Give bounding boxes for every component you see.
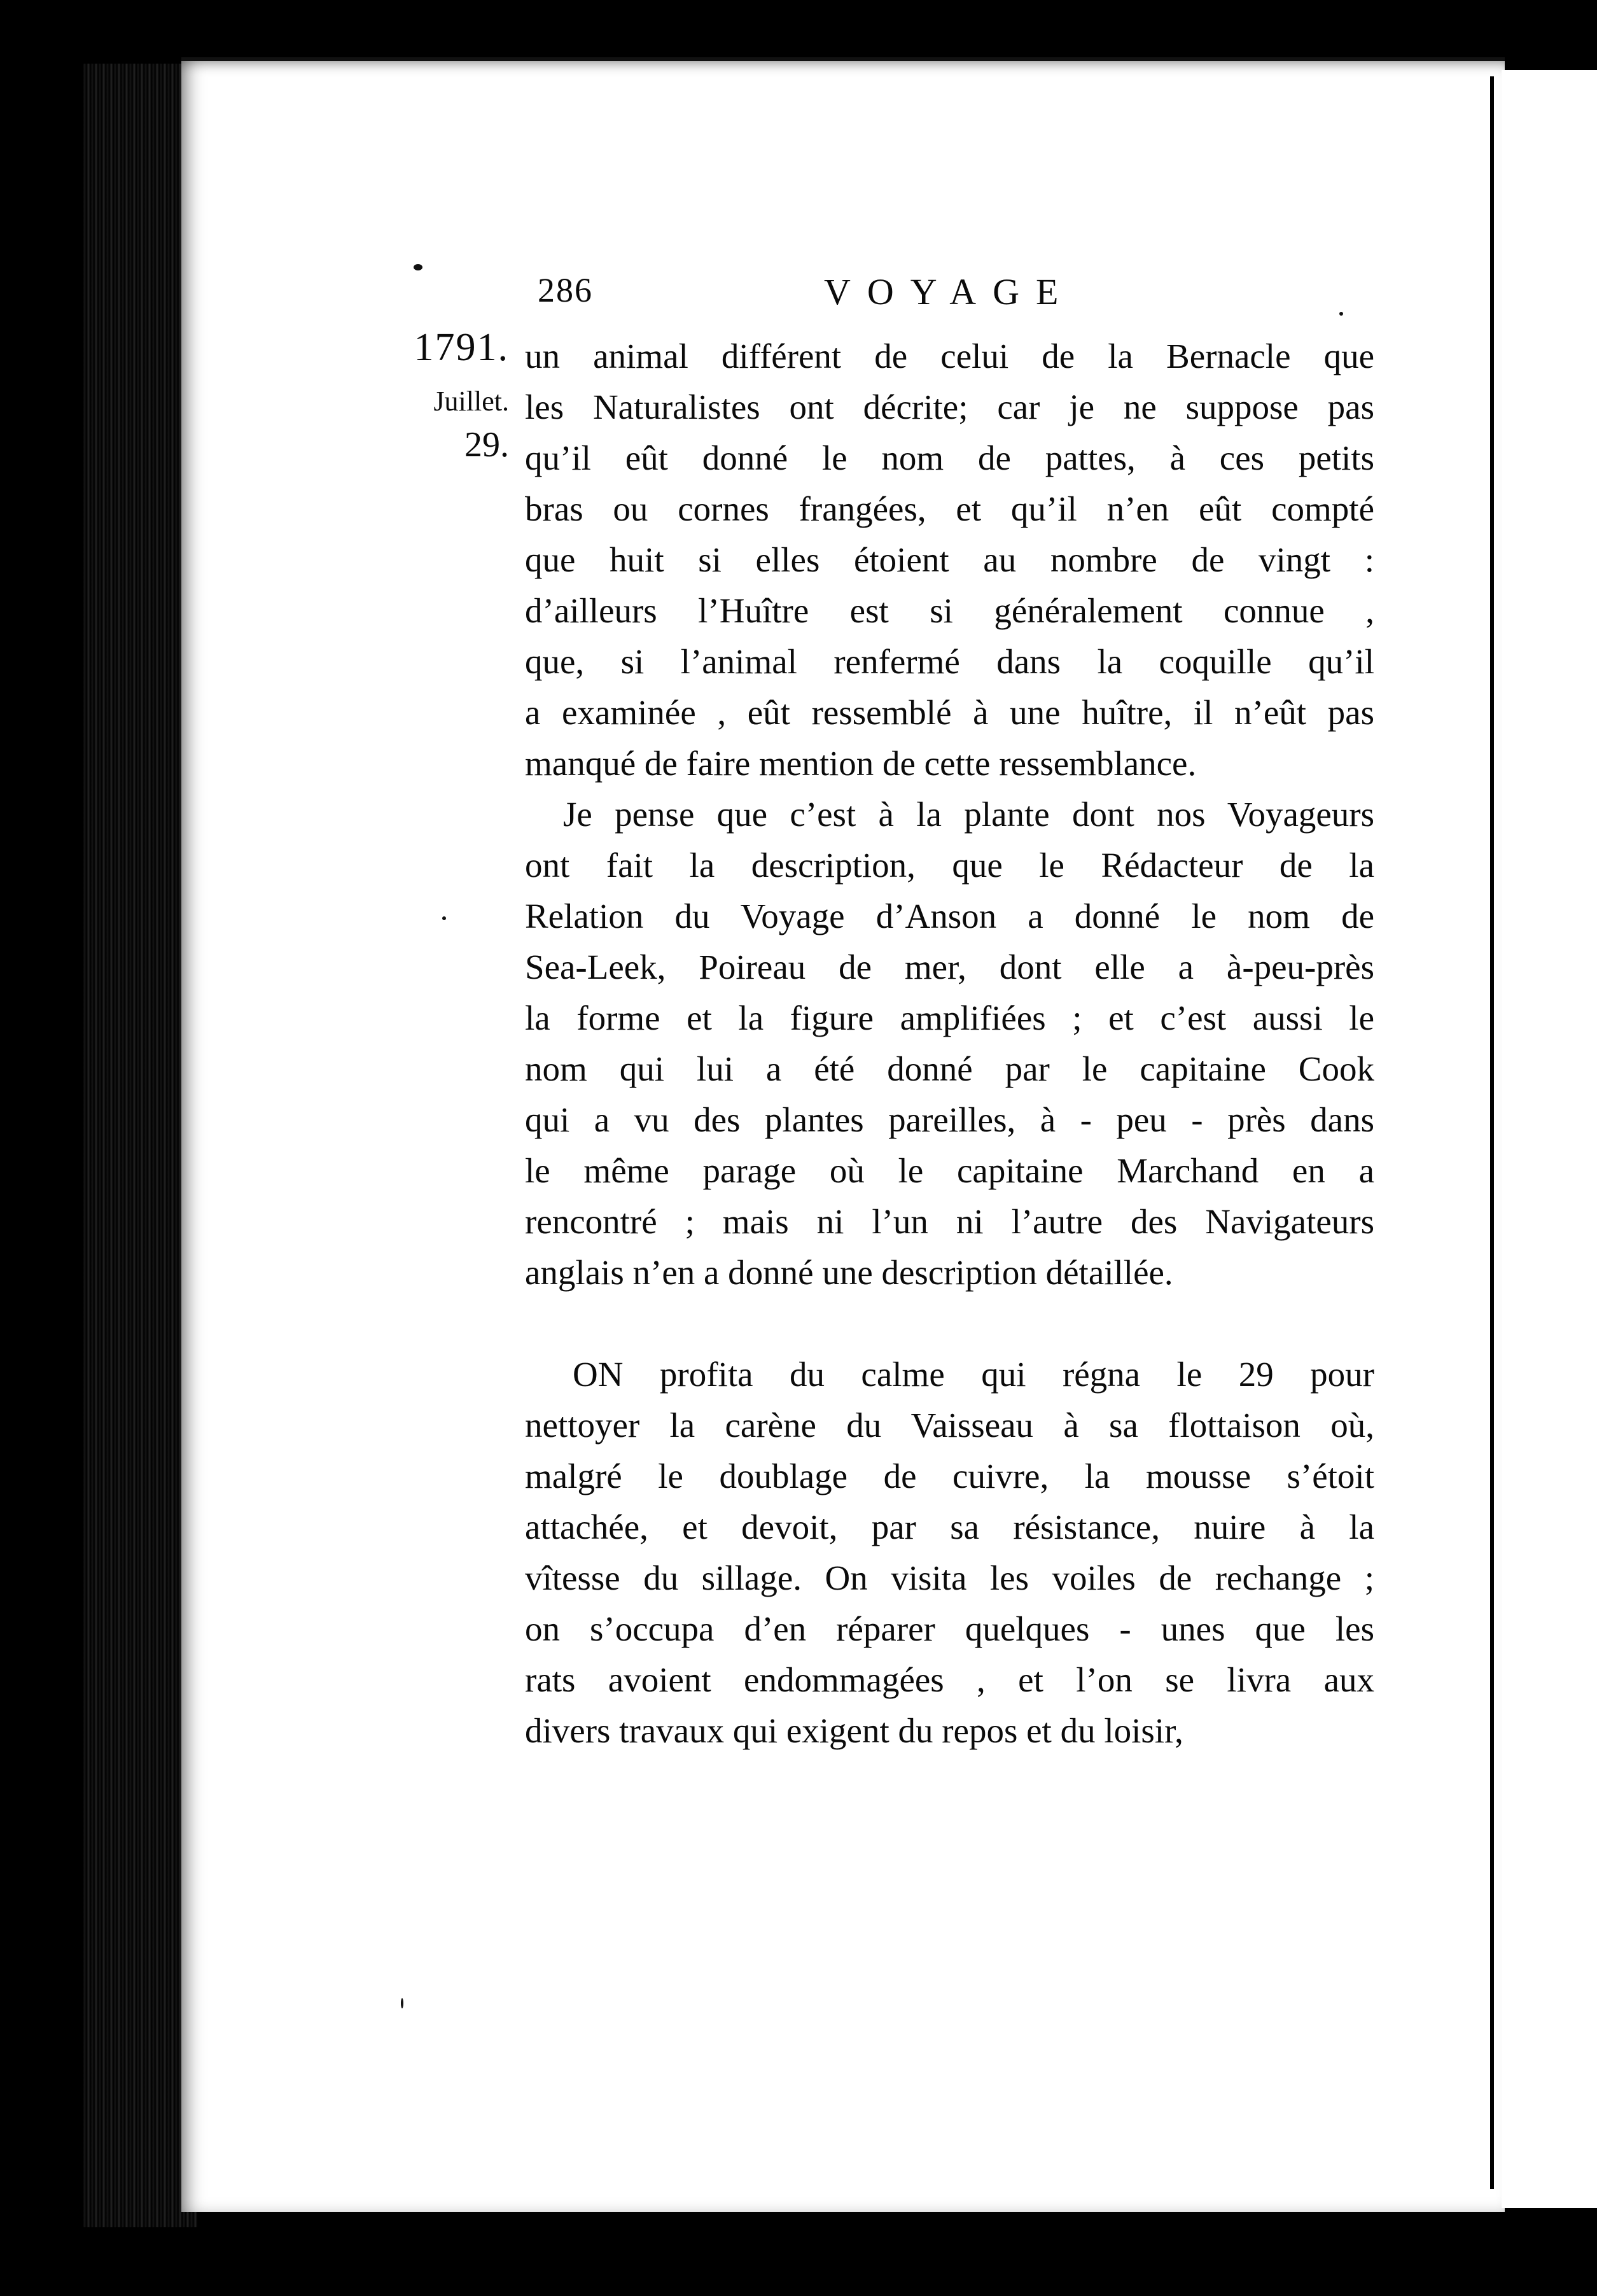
text-line: Relation du Voyage d’Anson a donné le nom de: [525, 897, 1374, 935]
facing-page-edge: [1502, 70, 1597, 2208]
text-line: qui a vu des plantes pareilles, à - peu - près dans: [525, 1100, 1374, 1139]
text-line: malgré le doublage de cuivre, la mousse s’étoit: [525, 1457, 1374, 1495]
scan-speck: [401, 1998, 403, 2008]
scan-speck: [1339, 312, 1343, 316]
running-head: VOYAGE: [824, 271, 1075, 312]
text-line: d’ailleurs l’Huître est si généralement connue ,: [525, 591, 1374, 630]
text-line: divers travaux qui exigent du repos et du loisir,: [525, 1711, 1183, 1750]
text-line: qu’il eût donné le nom de pattes, à ces petits: [525, 438, 1374, 477]
paragraph-1: [525, 331, 1374, 789]
page-number: 286: [538, 271, 593, 309]
margin-note-year: 1791.: [414, 326, 509, 369]
text-line: un animal différent de celui de la Bernacle que: [525, 337, 1374, 375]
text-line: nettoyer la carène du Vaisseau à sa flottaison où,: [525, 1406, 1374, 1445]
text-line: les Naturalistes ont décrite; car je ne suppose pas: [525, 388, 1374, 426]
text-line: attachée, et devoit, par sa résistance, nuire à la: [525, 1508, 1374, 1546]
text-line: ont fait la description, que le Rédacteur de la: [525, 846, 1374, 885]
paragraph-2: [525, 789, 1374, 1298]
margin-note-month: Juillet.: [433, 386, 509, 417]
text-line: le même parage où le capitaine Marchand en a: [525, 1151, 1374, 1190]
text-line: Je pense que c’est à la plante dont nos Voyageurs: [563, 795, 1374, 834]
margin-note-day: 29.: [464, 425, 509, 465]
paragraph-3: [525, 1349, 1374, 1756]
text-line: la forme et la figure amplifiées ; et c’est aussi le: [525, 998, 1374, 1037]
text-line: anglais n’en a donné une description détaillée.: [525, 1253, 1173, 1292]
book-spine-edge: [83, 64, 197, 2227]
text-line: vîtesse du sillage. On visita les voiles de rechange ;: [525, 1558, 1374, 1597]
text-line: Sea-Leek, Poireau de mer, dont elle a à-peu-près: [525, 948, 1374, 986]
text-line: rats avoient endommagées , et l’on se livra aux: [525, 1660, 1374, 1699]
scan-speck: [442, 916, 446, 920]
text-line: rencontré ; mais ni l’un ni l’autre des Navigateurs: [525, 1202, 1374, 1241]
page-fold-rule: [1490, 76, 1494, 2189]
text-line: que, si l’animal renfermé dans la coquille qu’il: [525, 642, 1374, 681]
text-line: bras ou cornes frangées, et qu’il n’en eût compté: [525, 489, 1374, 528]
text-line: on s’occupa d’en réparer quelques - unes que les: [525, 1609, 1374, 1648]
text-line: nom qui lui a été donné par le capitaine Cook: [525, 1049, 1374, 1088]
text-line: ON profita du calme qui régna le 29 pour: [573, 1355, 1374, 1394]
text-line: manqué de faire mention de cette ressemblance.: [525, 744, 1197, 783]
text-line: que huit si elles étoient au nombre de vingt :: [525, 540, 1374, 579]
scan-speck: [414, 264, 422, 270]
text-line: a examinée , eût ressemblé à une huître, il n’eût pas: [525, 693, 1374, 732]
